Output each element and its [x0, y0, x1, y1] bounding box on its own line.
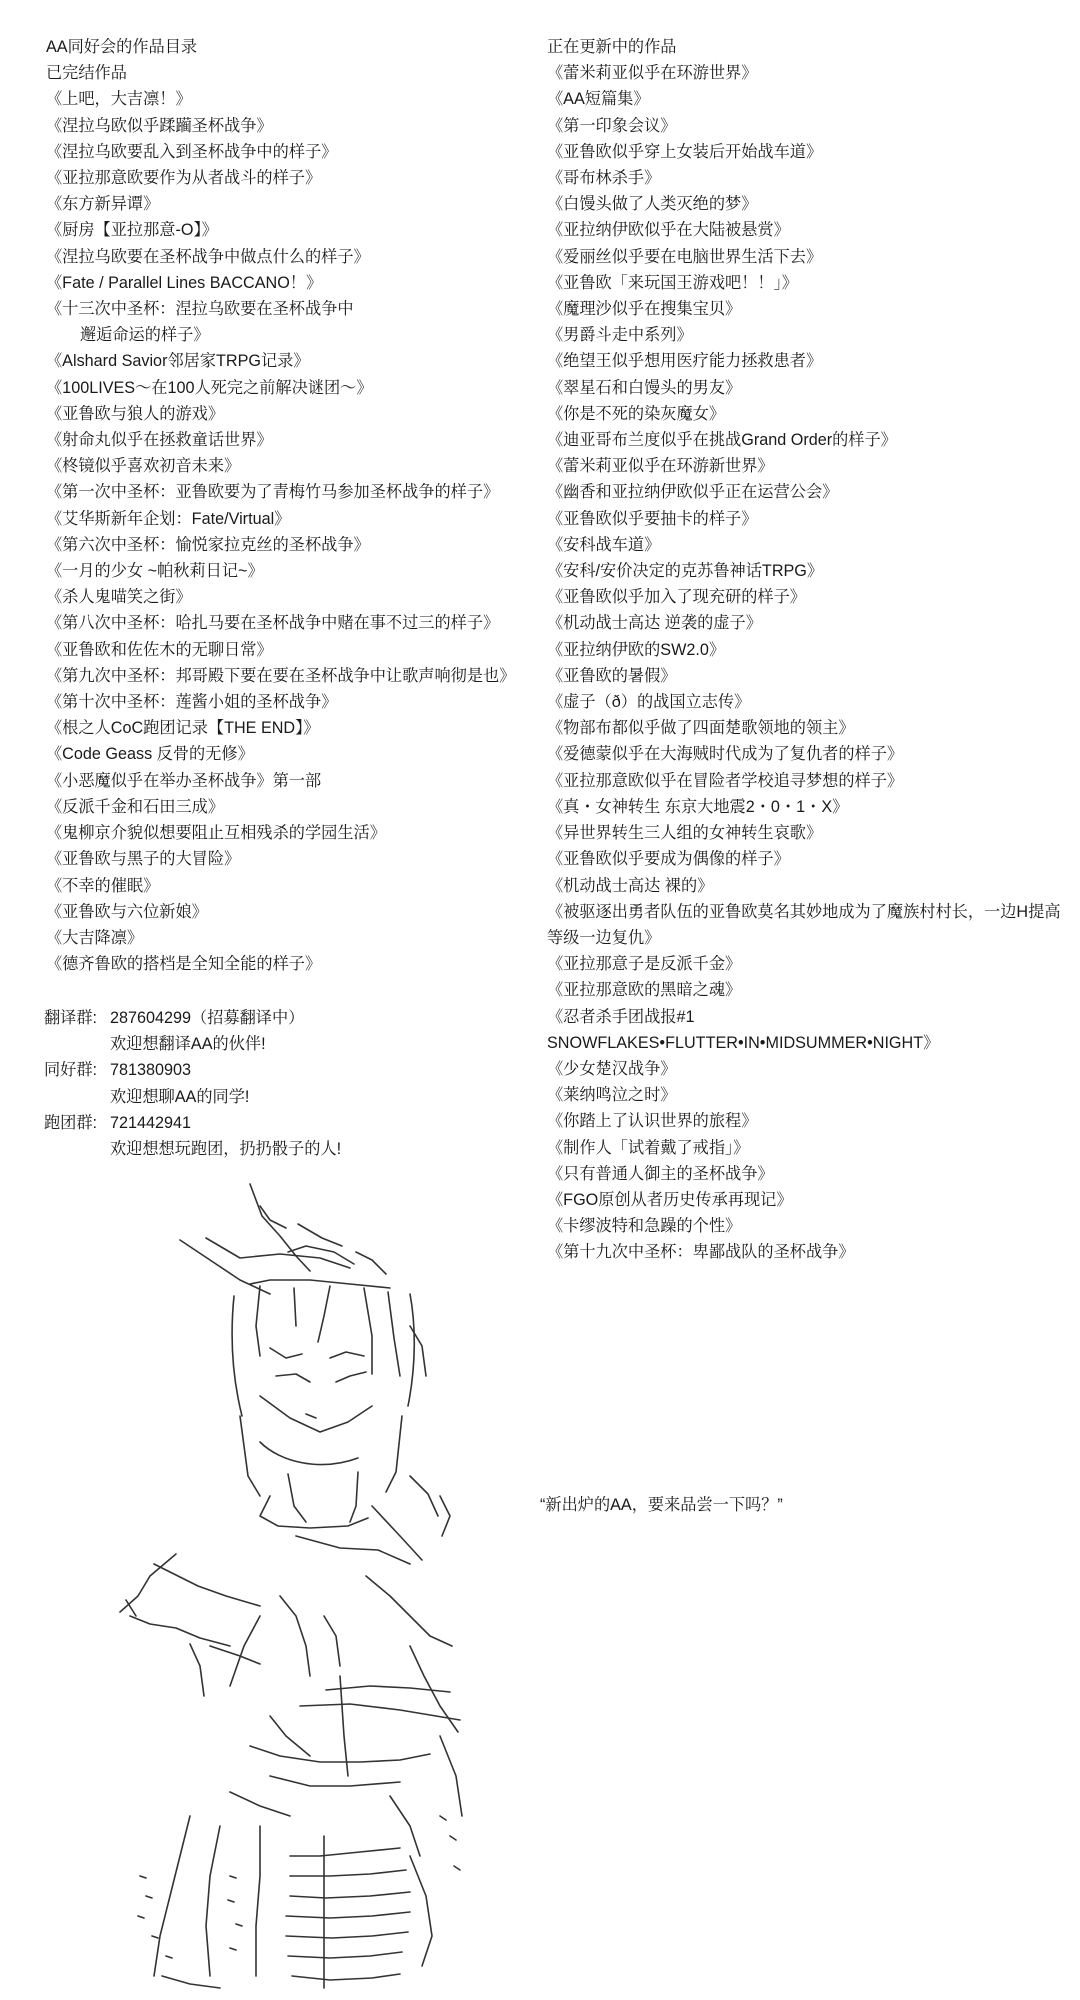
updating-item: 《真・女神转生 东京大地震2・0・1・X》 — [547, 797, 849, 816]
updating-item: 《制作人「试着戴了戒指」》 — [547, 1138, 750, 1157]
updating-item: 《少女楚汉战争》 — [547, 1059, 677, 1078]
updating-item: 《爱德蒙似乎在大海贼时代成为了复仇者的样子》 — [547, 745, 904, 764]
updating-item: 《亚拉纳伊欧似乎在大陆被悬赏》 — [547, 221, 790, 240]
right-column — [547, 34, 1062, 1266]
club-group-row — [44, 1057, 341, 1083]
completed-item: 《第九次中圣杯：邦哥殿下要在要在圣杯战争中让歌声响彻是也》 — [46, 666, 516, 685]
updating-item: 《物部布都似乎做了四面楚歌领地的领主》 — [547, 719, 855, 738]
translate-group-number: 287604299（招募翻译中） — [110, 1009, 305, 1027]
group-info — [44, 1005, 341, 1162]
completed-item: 《德齐鲁欧的搭档是全知全能的样子》 — [46, 955, 322, 974]
updating-item: 《亚拉那意欧似乎在冒险者学校追寻梦想的样子》 — [547, 771, 904, 790]
updating-item: 《亚鲁欧似乎要抽卡的样子》 — [547, 509, 758, 528]
catalog-title: AA同好会的作品目录 — [46, 38, 198, 56]
completed-item: 《Code Geass 反骨的无修》 — [46, 745, 254, 764]
updating-item: 《亚拉那意子是反派千金》 — [547, 955, 742, 974]
updating-item: 《AA短篇集》 — [547, 90, 650, 109]
completed-item-continuation: 邂逅命运的样子》 — [80, 326, 210, 345]
left-column — [46, 34, 536, 977]
updating-item: 《亚鲁欧的暑假》 — [547, 666, 677, 685]
updating-item: 《翠星石和白馒头的男友》 — [547, 378, 742, 397]
updating-item: 《迪亚哥布兰度似乎在挑战Grand Order的样子》 — [547, 431, 897, 450]
completed-item: 《第十次中圣杯：莲酱小姐的圣杯战争》 — [46, 693, 338, 712]
completed-item: 《第六次中圣杯：愉悦家拉克丝的圣杯战争》 — [46, 535, 370, 554]
updating-item: 《FGO原创从者历史传承再现记》 — [547, 1190, 793, 1209]
updating-item: 《哥布林杀手》 — [547, 169, 661, 188]
completed-item: 《东方新异谭》 — [46, 195, 160, 214]
updating-item: 《白馒头做了人类灭绝的梦》 — [547, 195, 758, 214]
updating-item: 《异世界转生三人组的女神转生哀歌》 — [547, 824, 823, 843]
updating-item: 《第十九次中圣杯：卑鄙战队的圣杯战争》 — [547, 1243, 855, 1262]
updating-item: 《亚拉纳伊欧的SW2.0》 — [547, 640, 726, 659]
updating-item: 《亚鲁欧似乎穿上女装后开始战车道》 — [547, 142, 823, 161]
updating-item: 《爱丽丝似乎要在电脑世界生活下去》 — [547, 247, 823, 266]
completed-item: 《亚鲁欧与狼人的游戏》 — [46, 404, 225, 423]
completed-item: 《十三次中圣杯：涅拉乌欧要在圣杯战争中 — [46, 300, 354, 319]
speech-quote: “新出炉的AA，要来品尝一下吗？” — [540, 1496, 783, 1514]
completed-item: 《上吧，大吉凛！》 — [46, 90, 192, 109]
trpg-group-row — [44, 1110, 341, 1136]
updating-item: 《亚鲁欧似乎加入了现充研的样子》 — [547, 588, 806, 607]
completed-item: 《涅拉乌欧要在圣杯战争中做点什么的样子》 — [46, 247, 370, 266]
updating-header: 正在更新中的作品 — [547, 38, 677, 56]
updating-item: 《只有普通人御主的圣杯战争》 — [547, 1164, 774, 1183]
updating-item: 《卡缪波特和急躁的个性》 — [547, 1217, 742, 1236]
completed-item: 《艾华斯新年企划：Fate/Virtual》 — [46, 509, 291, 528]
completed-item: 《厨房【亚拉那意-O】》 — [46, 221, 218, 240]
updating-item: 《蕾米莉亚似乎在环游世界》 — [547, 64, 758, 83]
updating-item: 《绝望王似乎想用医疗能力拯救患者》 — [547, 352, 823, 371]
updating-item: 《被驱逐出勇者队伍的亚鲁欧莫名其妙地成为了魔族村村长，一边H提高等级一边复仇》 — [547, 902, 1061, 947]
completed-item: 《柊镜似乎喜欢初音未来》 — [46, 457, 241, 476]
updating-item: 《机动战士高达 裸的》 — [547, 876, 714, 895]
club-group-note: 欢迎想聊AA的同学! — [110, 1087, 250, 1106]
translate-group-label: 翻译群: — [44, 1009, 98, 1027]
completed-item: 《杀人鬼喵笑之街》 — [46, 588, 192, 607]
updating-item: 《虚子（ð）的战国立志传》 — [547, 693, 751, 712]
updating-item: 《男爵斗走中系列》 — [547, 326, 693, 345]
updating-item: 《你踏上了认识世界的旅程》 — [547, 1112, 758, 1131]
completed-item: 《亚鲁欧和佐佐木的无聊日常》 — [46, 640, 273, 659]
completed-item: 《Alshard Savior邻居家TRPG记录》 — [46, 352, 310, 371]
updating-item: 《第一印象会议》 — [547, 116, 677, 135]
updating-item: 《魔理沙似乎在搜集宝贝》 — [547, 300, 742, 319]
completed-item: 《小恶魔似乎在举办圣杯战争》第一部 — [46, 771, 322, 790]
updating-item: 《蕾米莉亚似乎在环游新世界》 — [547, 457, 774, 476]
completed-item: 《第一次中圣杯：亚鲁欧要为了青梅竹马参加圣杯战争的样子》 — [46, 483, 500, 502]
updating-item: 《亚鲁欧似乎要成为偶像的样子》 — [547, 850, 790, 869]
updating-item: 《安科/安价决定的克苏鲁神话TRPG》 — [547, 562, 824, 581]
trpg-group-note: 欢迎想想玩跑团，扔扔骰子的人! — [110, 1140, 342, 1159]
updating-item: 《幽香和亚拉纳伊欧似乎正在运营公会》 — [547, 483, 839, 502]
completed-item: 《鬼柳京介貌似想要阻止互相残杀的学园生活》 — [46, 824, 386, 843]
completed-item: 《第八次中圣杯：哈扎马要在圣杯战争中赌在事不过三的样子》 — [46, 614, 500, 633]
translate-group-row — [44, 1005, 341, 1031]
completed-item: 《大吉降凛》 — [46, 928, 144, 947]
completed-header: 已完结作品 — [46, 64, 127, 83]
ascii-art-character-illustration — [110, 1176, 490, 1996]
updating-item: 《亚拉那意欧的黑暗之魂》 — [547, 981, 742, 1000]
trpg-group-label: 跑团群: — [44, 1113, 98, 1132]
completed-item: 《Fate / Parallel Lines BACCANO！》 — [46, 273, 323, 292]
updating-item: 《安科战车道》 — [547, 535, 661, 554]
completed-item: 《涅拉乌欧要乱入到圣杯战争中的样子》 — [46, 142, 338, 161]
completed-item: 《100LIVES～在100人死完之前解决谜团～》 — [46, 378, 373, 397]
completed-item: 《反派千金和石田三成》 — [46, 797, 225, 816]
completed-item: 《亚鲁欧与黑子的大冒险》 — [46, 850, 241, 869]
completed-item: 《一月的少女 ~帕秋莉日记~》 — [46, 562, 264, 581]
completed-item: 《不幸的催眠》 — [46, 876, 160, 895]
club-group-label: 同好群: — [44, 1061, 98, 1080]
club-group-number: 781380903 — [110, 1061, 192, 1080]
completed-item: 《亚鲁欧与六位新娘》 — [46, 902, 208, 921]
updating-item: 《机动战士高达 逆袭的虚子》 — [547, 614, 762, 633]
updating-item: 《亚鲁欧「来玩国王游戏吧！！」》 — [547, 273, 798, 292]
completed-item: 《根之人CoC跑团记录【THE END】》 — [46, 719, 320, 738]
updating-item: 《你是不死的染灰魔女》 — [547, 404, 726, 423]
completed-item: 《射命丸似乎在拯救童话世界》 — [46, 431, 273, 450]
updating-item: 《忍者杀手团战报#1 SNOWFLAKES•FLUTTER•IN•MIDSUMMER•NIGHT》 — [547, 1007, 940, 1052]
completed-item: 《涅拉乌欧似乎蹂躏圣杯战争》 — [46, 116, 273, 135]
translate-group-note: 欢迎想翻译AA的伙伴! — [110, 1035, 266, 1054]
completed-item: 《亚拉那意欧要作为从者战斗的样子》 — [46, 169, 322, 188]
updating-item: 《莱纳鸣泣之时》 — [547, 1086, 677, 1105]
trpg-group-number: 721442941 — [110, 1113, 192, 1132]
